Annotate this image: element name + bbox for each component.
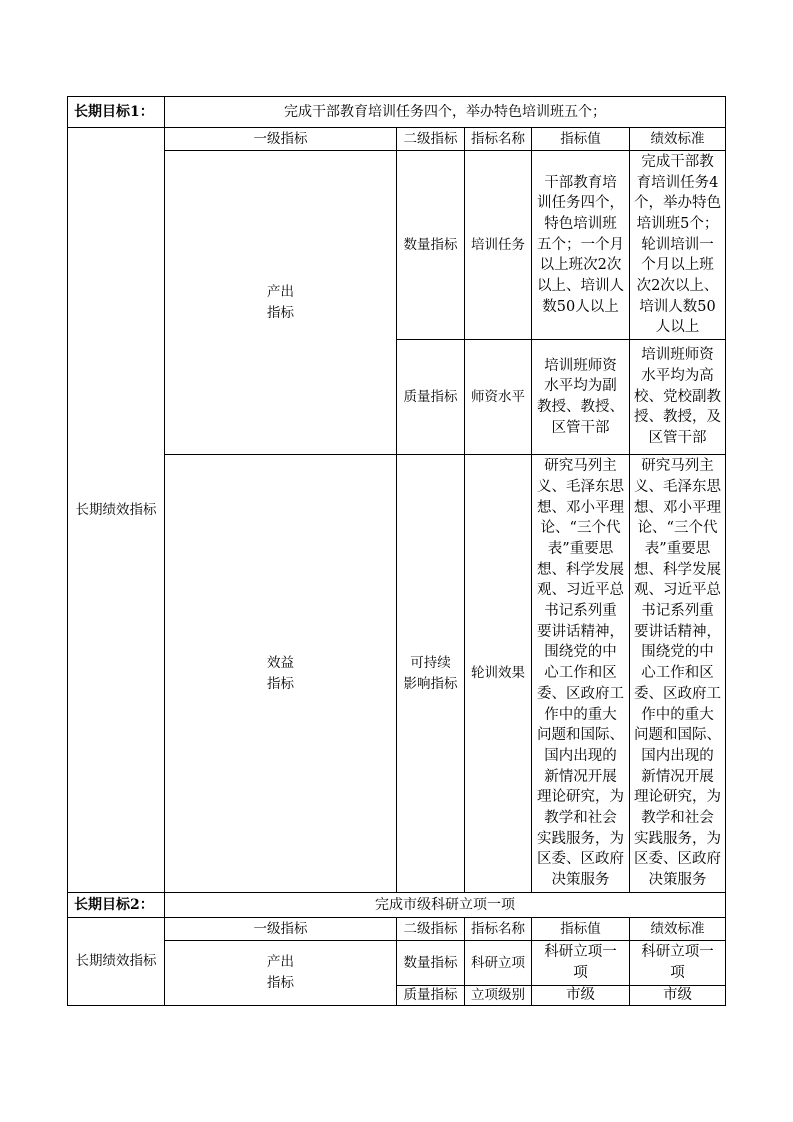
goal2-row1-value: 科研立项一 项 (531, 940, 630, 986)
goal2-header-name: 指标名称 (464, 917, 532, 941)
goal2-row2-name: 立项级别 (464, 985, 532, 1006)
goal1-row1-name: 培训任务 (464, 150, 532, 340)
goal1-header-standard: 绩效标准 (629, 127, 726, 151)
goal1-row1-level2: 数量指标 (396, 150, 465, 340)
goal1-row3-level2: 可持续 影响指标 (396, 454, 465, 893)
goal1-row2-standard: 培训班师资 水平均为高 校、党校副教 授、教授，及 区管干部 (629, 339, 726, 455)
goal1-label: 长期目标1： (67, 96, 165, 128)
goal1-row1-standard: 完成干部教 育培训任务4 个，举办特色 培训班5个； 轮训培训一 个月以上班 次2次以上、 培训人数50 人以上 (629, 150, 726, 340)
goal2-row1-standard: 科研立项一 项 (629, 940, 726, 986)
goal1-row3-value: 研究马列主 义、毛泽东思 想、邓小平理 论、“三个代 表”重要思 想、科学发展 观、习近平总 书记系列重 要讲话精神， 围绕党的中 心工作和区 委、区政府工 作中的重大 问题和国际、 国内出现的 新情况开展 理论研究，为 教学和社会 实践服务，为 区委、区政府 决策服务 (531, 454, 630, 893)
goal2-row2-standard: 市级 (629, 985, 726, 1006)
goal1-header-level2: 二级指标 (396, 127, 465, 151)
goal2-level1-output: 产出 指标 (164, 940, 397, 1006)
goal1-row2-level2: 质量指标 (396, 339, 465, 455)
goal1-side-label: 长期绩效指标 (67, 127, 165, 893)
goal2-header-level2: 二级指标 (396, 917, 465, 941)
goal2-row2-level2: 质量指标 (396, 985, 465, 1006)
goal1-header-value: 指标值 (531, 127, 630, 151)
goal2-side-label: 长期绩效指标 (67, 917, 165, 1006)
goal2-header-level1: 一级指标 (164, 917, 397, 941)
goal1-header-name: 指标名称 (464, 127, 532, 151)
goal1-level1-benefit: 效益 指标 (164, 454, 397, 893)
goal2-label: 长期目标2： (67, 892, 165, 918)
goal1-row2-name: 师资水平 (464, 339, 532, 455)
goal2-header-value: 指标值 (531, 917, 630, 941)
goal2-text: 完成市级科研立项一项 (164, 892, 726, 918)
goal1-text: 完成干部教育培训任务四个，举办特色培训班五个； (164, 96, 726, 128)
goal2-header-standard: 绩效标准 (629, 917, 726, 941)
goal1-row2-value: 培训班师资 水平均为副 教授、教授、 区管干部 (531, 339, 630, 455)
goal2-row1-name: 科研立项 (464, 940, 532, 986)
goal1-row3-standard: 研究马列主 义、毛泽东思 想、邓小平理 论、“三个代 表”重要思 想、科学发展 观、习近平总 书记系列重 要讲话精神， 围绕党的中 心工作和区 委、区政府工 作中的重大 问题和国际、 国内出现的 新情况开展 理论研究，为 教学和社会 实践服务，为 区委、区政府 决策服务 (629, 454, 726, 893)
goal1-row1-value: 干部教育培 训任务四个， 特色培训班 五个；一个月 以上班次2次 以上、培训人 数50人以上 (531, 150, 630, 340)
goal1-row3-name: 轮训效果 (464, 454, 532, 893)
goal1-header-level1: 一级指标 (164, 127, 397, 151)
goal2-row2-value: 市级 (531, 985, 630, 1006)
goal1-level1-output: 产出 指标 (164, 150, 397, 455)
goal2-row1-level2: 数量指标 (396, 940, 465, 986)
